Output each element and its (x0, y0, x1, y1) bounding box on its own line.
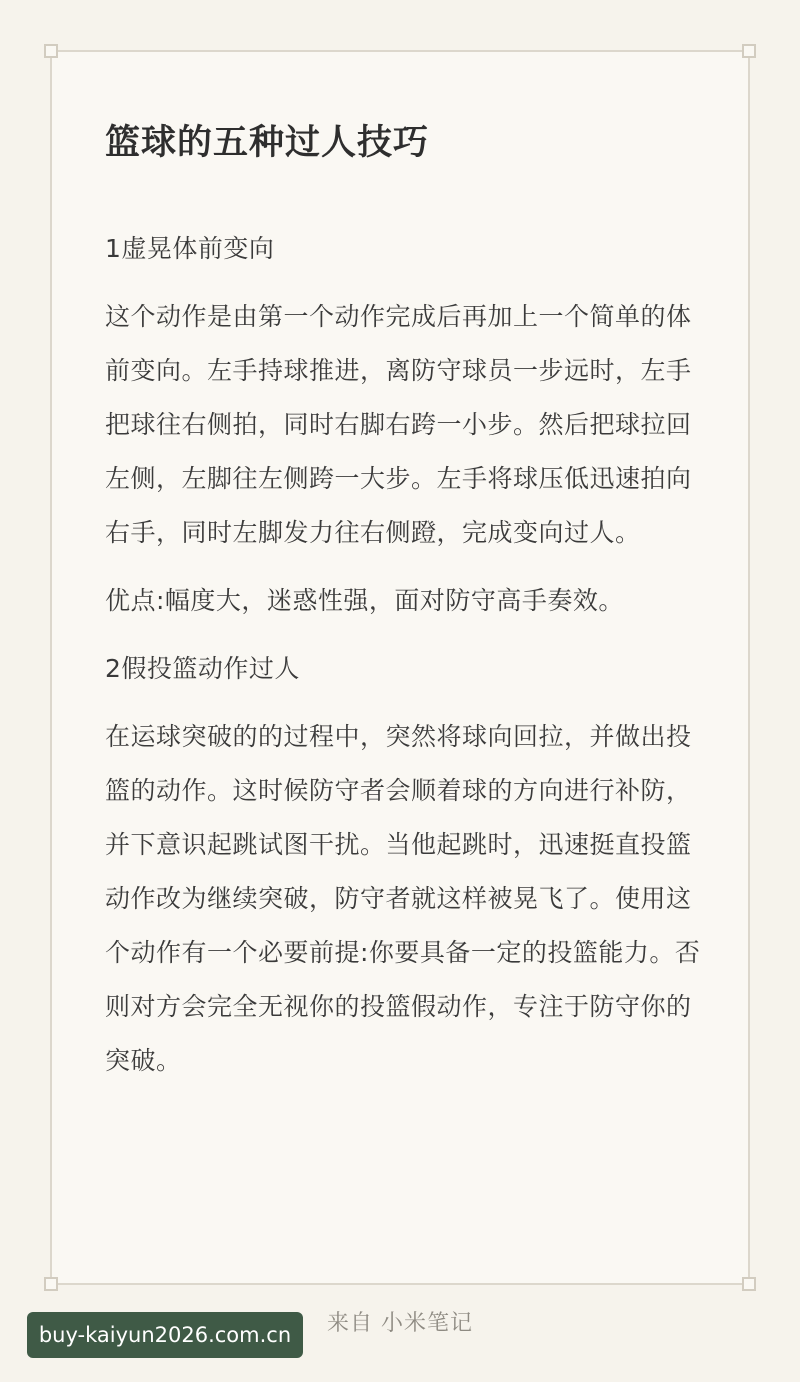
body-paragraph: 在运球突破的的过程中，突然将球向回拉，并做出投篮的动作。这时候防守者会顺着球的方向进行补防，并下意识起跳试图干扰。当他起跳时，迅速挺直投篮动作改为继续突破，防守者就这样被晃飞了。使用这个动作有一个必要前提:你要具备一定的投篮能力。否则对方会完全无视你的投篮假动作，专注于防守你的突破。 (105, 722, 701, 1075)
section-heading: 2假投篮动作过人 (105, 654, 300, 683)
section-heading: 1虚晃体前变向 (105, 234, 275, 263)
note-source-label: 来自 小米笔记 (327, 1311, 473, 1336)
body-paragraph: 优点:幅度大，迷惑性强，面对防守高手奏效。 (105, 586, 624, 615)
note-title: 篮球的五种过人技巧 (105, 123, 430, 163)
body-paragraph: 这个动作是由第一个动作完成后再加上一个简单的体前变向。左手持球推进，离防守球员一步远时，左手把球往右侧拍，同时右脚右跨一小步。然后把球拉回左侧，左脚往左侧跨一大步。左手将球压低迅速拍向右手，同时左脚发力往右侧蹬，完成变向过人。 (105, 302, 692, 547)
frame-corner-ornament (742, 1277, 756, 1291)
note-content (105, 122, 705, 1102)
frame-corner-ornament (44, 44, 58, 58)
frame-corner-ornament (44, 1277, 58, 1291)
watermark-badge: buy-kaiyun2026.com.cn (27, 1312, 303, 1358)
frame-corner-ornament (742, 44, 756, 58)
